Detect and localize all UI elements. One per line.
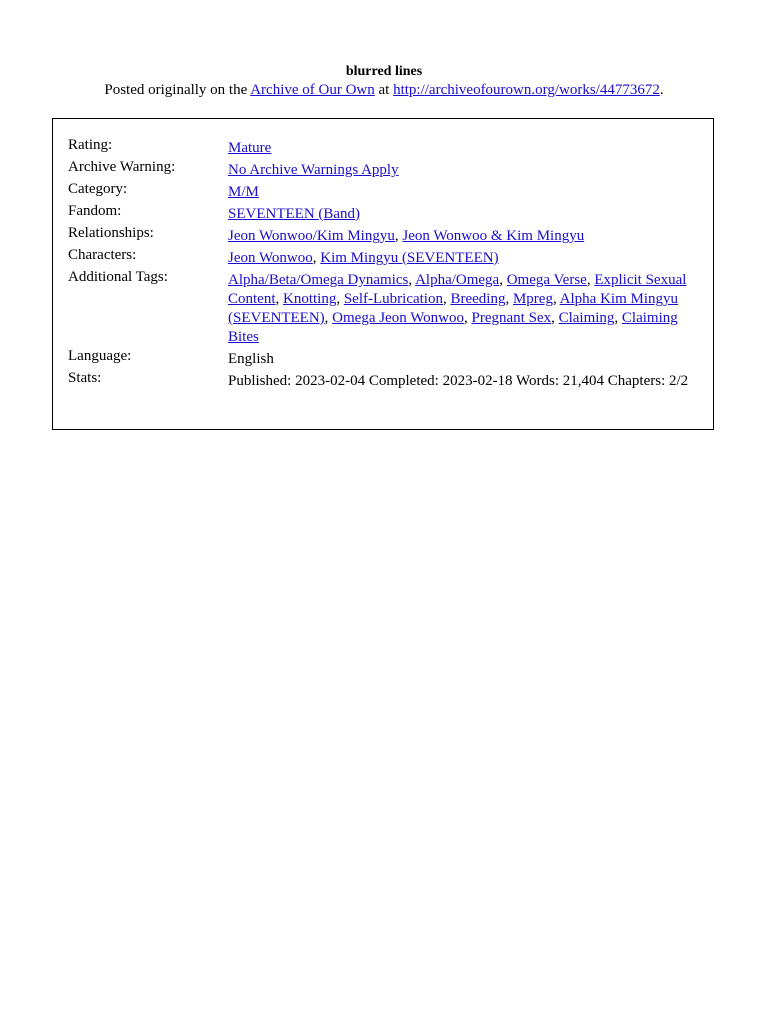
meta-row-characters (68, 246, 700, 268)
fandom-tag-link[interactable]: SEVENTEEN (Band) (228, 206, 361, 222)
tag-separator: , (275, 291, 283, 307)
relationships-label: Relationships: (68, 225, 154, 241)
tag-separator: , (499, 272, 507, 288)
freeform-tag-link[interactable]: Claiming (558, 310, 615, 326)
tag-separator: , (312, 250, 321, 266)
meta-row-relationships (68, 224, 700, 246)
rating-label: Rating: (68, 137, 113, 153)
language-label: Language: (68, 348, 132, 364)
meta-row-language (68, 347, 700, 369)
freeform-tag-link[interactable]: Pregnant Sex (471, 310, 552, 326)
category-value (228, 180, 700, 202)
character-tag-link[interactable]: Jeon Wonwoo (228, 250, 313, 266)
tag-separator: , (586, 272, 595, 288)
tag-separator: , (408, 272, 416, 288)
tag-separator: , (464, 310, 472, 326)
meta-row-stats (68, 369, 700, 391)
characters-value (228, 246, 700, 268)
fandom-label: Fandom: (68, 203, 122, 219)
tag-separator: , (442, 291, 451, 307)
warning-label: Archive Warning: (68, 159, 176, 175)
freeform-tag-link[interactable]: Alpha Kim Mingyu (SEVENTEEN) (228, 291, 678, 326)
tag-separator: , (551, 310, 559, 326)
freeform-tag-link[interactable]: Self-Lubrication (343, 291, 443, 307)
tag-separator: , (394, 228, 403, 244)
freeform-tag-link[interactable]: Alpha/Omega (415, 272, 500, 288)
additional-tags-label: Additional Tags: (68, 269, 168, 285)
character-tag-link[interactable]: Kim Mingyu (SEVENTEEN) (320, 250, 499, 266)
meta-row-fandom (68, 202, 700, 224)
freeform-tag-link[interactable]: Omega Jeon Wonwoo (332, 310, 464, 326)
freeform-tag-link[interactable]: Knotting (283, 291, 337, 307)
work-url-link[interactable]: http://archiveofourown.org/works/44773672 (393, 82, 660, 98)
stats-value: Published: 2023-02-04 Completed: 2023-02-18 Words: 21,404 Chapters: 2/2 (228, 373, 689, 389)
relationships-value (228, 224, 700, 246)
work-title: blurred lines (345, 64, 423, 79)
freeform-tag-link[interactable]: Breeding (450, 291, 506, 307)
characters-label: Characters: (68, 247, 137, 263)
tag-separator: , (324, 310, 333, 326)
freeform-tag-link[interactable]: Claiming Bites (228, 310, 678, 345)
language-value: English (228, 351, 274, 367)
posted-prefix: Posted originally on the (104, 82, 248, 98)
freeform-tag-link[interactable]: Omega Verse (506, 272, 587, 288)
tag-separator: , (505, 291, 513, 307)
at-text: at (378, 82, 390, 98)
posted-line (0, 81, 768, 100)
tag-separator: , (614, 310, 622, 326)
freeform-tag-link[interactable]: Alpha/Beta/Omega Dynamics (228, 272, 409, 288)
freeform-tag-link[interactable]: Mpreg (512, 291, 553, 307)
category-label: Category: (68, 181, 128, 197)
meta-row-rating (68, 136, 700, 158)
freeform-tag-link[interactable]: Explicit Sexual Content (228, 272, 687, 307)
rating-tag-link[interactable]: Mature (228, 140, 272, 156)
tag-separator: , (552, 291, 560, 307)
stats-label: Stats: (68, 370, 102, 386)
meta-row-category (68, 180, 700, 202)
tag-separator: , (336, 291, 344, 307)
period: . (659, 82, 664, 98)
archive-link[interactable]: Archive of Our Own (250, 82, 375, 98)
relationship-tag-link[interactable]: Jeon Wonwoo & Kim Mingyu (402, 228, 585, 244)
additional-tags-value (228, 268, 700, 347)
fandom-value (228, 202, 700, 224)
relationship-tag-link[interactable]: Jeon Wonwoo/Kim Mingyu (228, 228, 395, 244)
work-header (0, 62, 768, 100)
work-meta-box (52, 118, 714, 430)
warning-value (228, 158, 700, 180)
meta-row-additional-tags (68, 268, 700, 347)
category-tag-link[interactable]: M/M (228, 184, 259, 200)
meta-row-warning (68, 158, 700, 180)
rating-value (228, 136, 700, 158)
work-meta-table (68, 136, 700, 391)
warning-tag-link[interactable]: No Archive Warnings Apply (228, 162, 399, 178)
